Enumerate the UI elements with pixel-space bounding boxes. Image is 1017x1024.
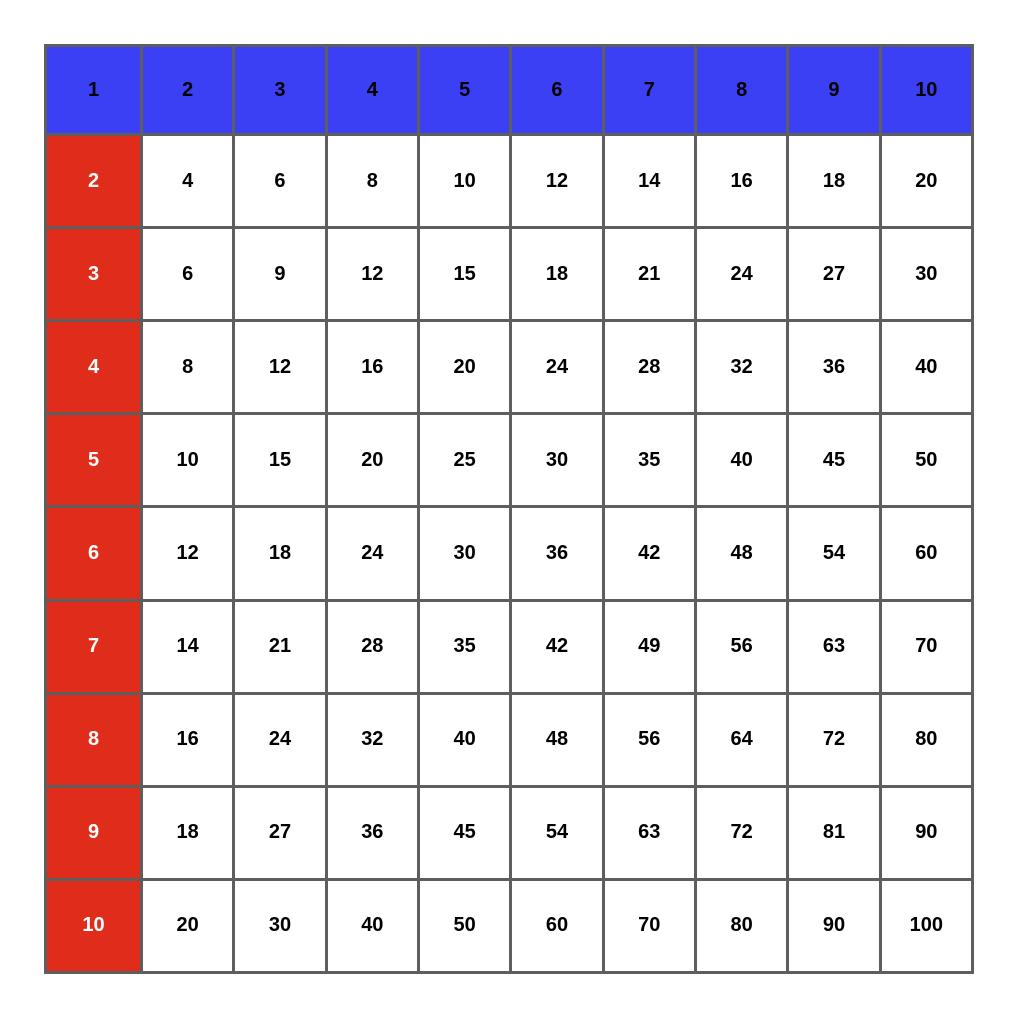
- table-cell: 8: [142, 321, 234, 414]
- table-cell: 49: [603, 600, 695, 693]
- table-cell: 36: [326, 786, 418, 879]
- row-header: 7: [46, 600, 142, 693]
- row-header: 8: [46, 693, 142, 786]
- table-cell: 20: [418, 321, 510, 414]
- column-header-7: 7: [603, 46, 695, 135]
- table-cell: 54: [788, 507, 880, 600]
- table-cell: 28: [326, 600, 418, 693]
- table-cell: 12: [511, 135, 603, 228]
- table-cell: 18: [142, 786, 234, 879]
- column-header-8: 8: [695, 46, 787, 135]
- table-row: [46, 414, 973, 507]
- table-cell: 56: [603, 693, 695, 786]
- table-cell: 24: [234, 693, 326, 786]
- table-cell: 12: [142, 507, 234, 600]
- column-header-10: 10: [880, 46, 972, 135]
- table-row: [46, 228, 973, 321]
- row-header: 3: [46, 228, 142, 321]
- table-cell: 20: [880, 135, 972, 228]
- table-cell: 10: [418, 135, 510, 228]
- table-cell: 70: [603, 879, 695, 972]
- table-cell: 15: [418, 228, 510, 321]
- table-cell: 18: [511, 228, 603, 321]
- column-header-2: 2: [142, 46, 234, 135]
- table-cell: 32: [326, 693, 418, 786]
- table-cell: 30: [418, 507, 510, 600]
- table-cell: 50: [880, 414, 972, 507]
- table-row: [46, 879, 973, 972]
- row-header: 9: [46, 786, 142, 879]
- table-cell: 45: [418, 786, 510, 879]
- table-cell: 48: [511, 693, 603, 786]
- table-cell: 70: [880, 600, 972, 693]
- column-header-9: 9: [788, 46, 880, 135]
- table-cell: 90: [880, 786, 972, 879]
- table-cell: 16: [142, 693, 234, 786]
- table-cell: 63: [603, 786, 695, 879]
- multiplication-table: [44, 44, 974, 974]
- table-cell: 36: [511, 507, 603, 600]
- column-header-4: 4: [326, 46, 418, 135]
- table-cell: 35: [603, 414, 695, 507]
- table-cell: 27: [234, 786, 326, 879]
- row-header: 10: [46, 879, 142, 972]
- table-cell: 40: [326, 879, 418, 972]
- table-cell: 6: [234, 135, 326, 228]
- table-cell: 100: [880, 879, 972, 972]
- table-cell: 42: [511, 600, 603, 693]
- row-header: 4: [46, 321, 142, 414]
- table-row: [46, 135, 973, 228]
- column-header-1: 1: [46, 46, 142, 135]
- table-cell: 30: [880, 228, 972, 321]
- table-cell: 14: [603, 135, 695, 228]
- table-cell: 42: [603, 507, 695, 600]
- table-cell: 20: [142, 879, 234, 972]
- table-cell: 18: [234, 507, 326, 600]
- table-cell: 28: [603, 321, 695, 414]
- table-cell: 35: [418, 600, 510, 693]
- table-cell: 50: [418, 879, 510, 972]
- table-cell: 54: [511, 786, 603, 879]
- table-cell: 12: [326, 228, 418, 321]
- multiplication-table-container: [44, 44, 974, 974]
- table-cell: 30: [511, 414, 603, 507]
- table-cell: 12: [234, 321, 326, 414]
- table-cell: 6: [142, 228, 234, 321]
- column-header-3: 3: [234, 46, 326, 135]
- table-cell: 25: [418, 414, 510, 507]
- table-cell: 60: [511, 879, 603, 972]
- column-header-6: 6: [511, 46, 603, 135]
- table-cell: 32: [695, 321, 787, 414]
- table-cell: 48: [695, 507, 787, 600]
- table-cell: 15: [234, 414, 326, 507]
- table-row: [46, 600, 973, 693]
- table-cell: 72: [695, 786, 787, 879]
- table-cell: 72: [788, 693, 880, 786]
- column-header-5: 5: [418, 46, 510, 135]
- table-cell: 16: [695, 135, 787, 228]
- table-cell: 21: [234, 600, 326, 693]
- table-cell: 80: [880, 693, 972, 786]
- table-cell: 16: [326, 321, 418, 414]
- table-cell: 14: [142, 600, 234, 693]
- table-cell: 21: [603, 228, 695, 321]
- row-header: 5: [46, 414, 142, 507]
- table-row: [46, 786, 973, 879]
- table-cell: 30: [234, 879, 326, 972]
- table-cell: 27: [788, 228, 880, 321]
- table-cell: 40: [695, 414, 787, 507]
- table-cell: 64: [695, 693, 787, 786]
- table-cell: 81: [788, 786, 880, 879]
- table-cell: 36: [788, 321, 880, 414]
- table-row: [46, 321, 973, 414]
- table-row: [46, 693, 973, 786]
- table-cell: 9: [234, 228, 326, 321]
- table-cell: 40: [880, 321, 972, 414]
- table-cell: 90: [788, 879, 880, 972]
- table-cell: 18: [788, 135, 880, 228]
- table-row: [46, 507, 973, 600]
- table-cell: 8: [326, 135, 418, 228]
- table-cell: 24: [695, 228, 787, 321]
- table-cell: 45: [788, 414, 880, 507]
- table-cell: 80: [695, 879, 787, 972]
- table-cell: 24: [511, 321, 603, 414]
- table-cell: 63: [788, 600, 880, 693]
- row-header: 6: [46, 507, 142, 600]
- table-cell: 40: [418, 693, 510, 786]
- table-cell: 24: [326, 507, 418, 600]
- table-header-row: [46, 46, 973, 135]
- row-header: 2: [46, 135, 142, 228]
- table-cell: 20: [326, 414, 418, 507]
- table-cell: 4: [142, 135, 234, 228]
- table-cell: 60: [880, 507, 972, 600]
- table-cell: 56: [695, 600, 787, 693]
- table-cell: 10: [142, 414, 234, 507]
